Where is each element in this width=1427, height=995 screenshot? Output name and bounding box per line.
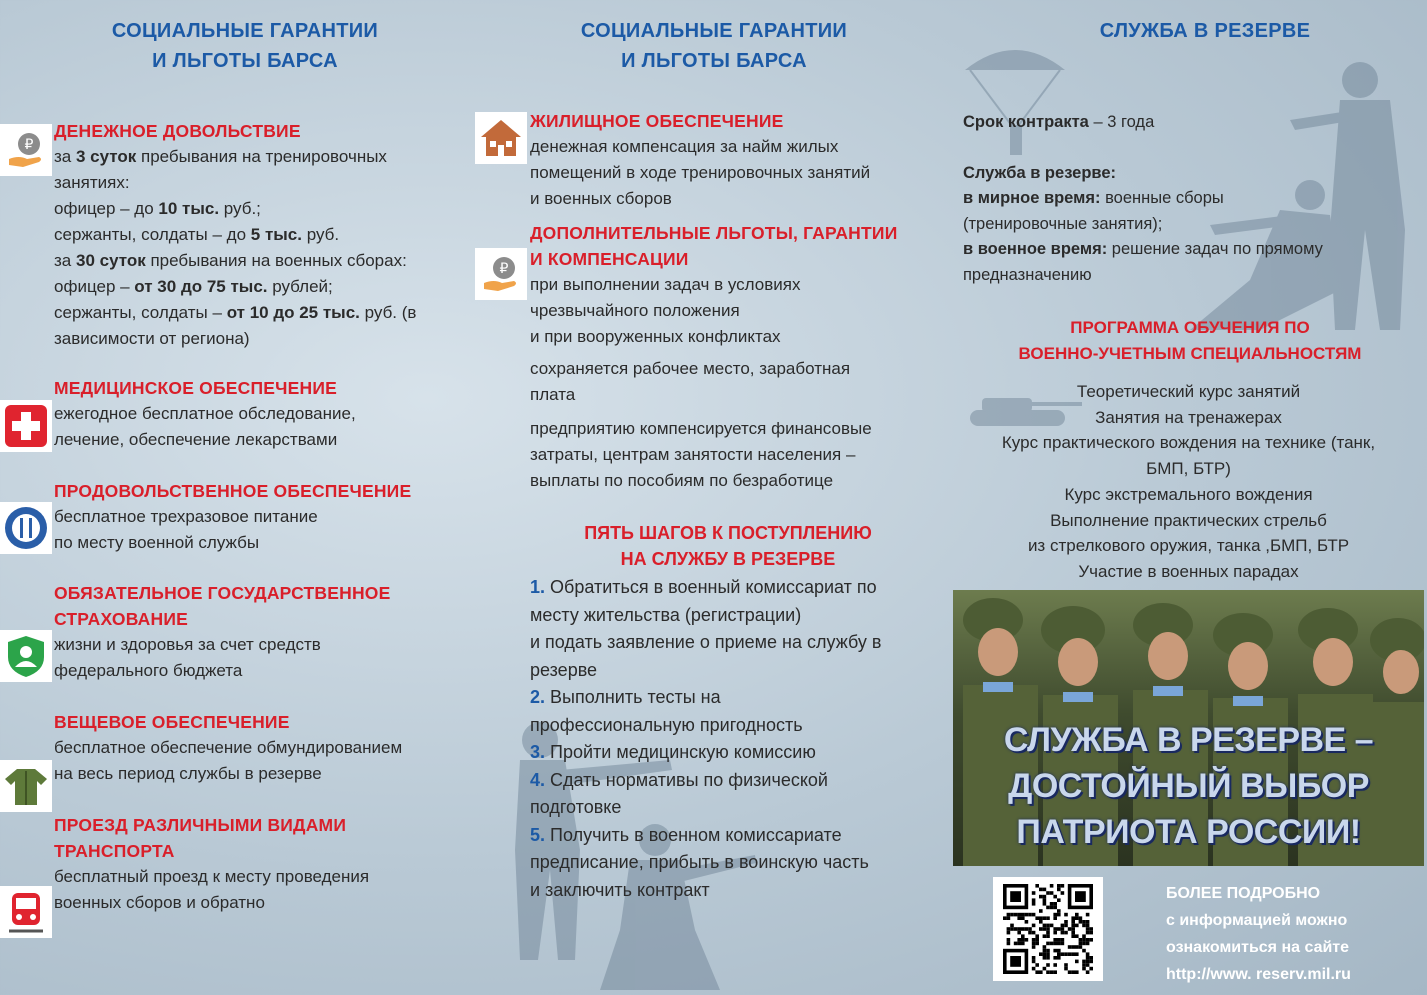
section-heading: ДЕНЕЖНОЕ ДОВОЛЬСТВИЕ bbox=[54, 121, 301, 141]
qr-code[interactable] bbox=[993, 877, 1103, 981]
column-left bbox=[0, 0, 478, 995]
qr-code-image bbox=[993, 877, 1103, 981]
step-item: 3. Пройти медицинскую комиссию bbox=[530, 742, 816, 762]
more-info-text: БОЛЕЕ ПОДРОБНО с информацией можно ознакомиться на сайте http://www. reserv.mil.ru bbox=[1166, 880, 1426, 988]
service-info: Срок контракта – 3 года Служба в резерве: в мирное время: военные сборы (тренировочные занятия); в военное время: решение задач по прямому предназначению bbox=[963, 113, 1323, 284]
steps-list bbox=[530, 574, 950, 904]
section-clothing: ВЕЩЕВОЕ ОБЕСПЕЧЕНИЕ бесплатное обеспечение обмундированием на весь период службы в резерве bbox=[54, 712, 403, 783]
uniform-jacket-icon bbox=[0, 760, 52, 812]
step-item: 1. Обратиться в военный комиссариат по месту жительства (регистрации) и подать заявление о приеме на службу в резерве bbox=[530, 577, 882, 680]
house-icon bbox=[475, 112, 527, 164]
column-middle bbox=[478, 0, 950, 995]
section-medical: МЕДИЦИНСКОЕ ОБЕСПЕЧЕНИЕ ежегодное бесплатное обследование, лечение, обеспечение лекарствами bbox=[54, 378, 356, 449]
section-housing: ЖИЛИЩНОЕ ОБЕСПЕЧЕНИЕ денежная компенсация за найм жилых помещений в ходе тренировочных занятий и военных сборов bbox=[530, 111, 871, 208]
soldiers-photo-banner bbox=[953, 590, 1424, 866]
step-item: 2. Выполнить тесты на профессиональную пригодность bbox=[530, 687, 803, 735]
section-insurance: ОБЯЗАТЕЛЬНОЕ ГОСУДАРСТВЕННОЕ СТРАХОВАНИЕ жизни и здоровья за счет средств федерального бюджета bbox=[54, 583, 391, 680]
shield-person-icon bbox=[0, 630, 52, 682]
train-icon bbox=[0, 886, 52, 938]
section-extra: ДОПОЛНИТЕЛЬНЫЕ ЛЬГОТЫ, ГАРАНТИИ И КОМПЕНСАЦИИ при выполнении задач в условиях чрезвычайного положения и при вооруженных конфликтах сохраняется рабочее место, заработная плата предприятию компенсируется финансовые затраты, центрам занятости населения – выплаты по пособиям по безработице bbox=[530, 223, 898, 490]
ruble-hand-icon bbox=[475, 248, 527, 300]
section-food: ПРОДОВОЛЬСТВЕННОЕ ОБЕСПЕЧЕНИЕ бесплатное трехразовое питание по месту военной службы bbox=[54, 481, 412, 552]
column-title: СЛУЖБА В РЕЗЕРВЕ bbox=[1099, 20, 1311, 42]
food-plate-icon bbox=[0, 502, 52, 554]
svg-text:₽: ₽ bbox=[499, 261, 509, 277]
step-item: 4. Сдать нормативы по физической подготовке bbox=[530, 769, 828, 817]
section-money: ДЕНЕЖНОЕ ДОВОЛЬСТВИЕ за 3 суток пребывания на тренировочных занятиях: офицер – до 10 тыс. руб.; сержанты, солдаты – до 5 тыс. руб. за 30 суток пребывания на военных сборах: офицер – от 30 до 75 тыс. рублей; сержанты, солдаты – от 10 до 25 тыс. руб. (в зависимости от региона) bbox=[54, 118, 474, 352]
step-item: 5. Получить в военном комиссариате предписание, прибыть в воинскую часть и заключить контракт bbox=[530, 824, 869, 900]
svg-text:₽: ₽ bbox=[24, 137, 34, 153]
medical-cross-icon bbox=[0, 400, 52, 452]
steps-title: ПЯТЬ ШАГОВ К ПОСТУПЛЕНИЮ НА СЛУЖБУ В РЕЗЕРВЕ bbox=[584, 523, 872, 569]
column-title: СОЦИАЛЬНЫЕ ГАРАНТИИ И ЛЬГОТЫ БАРСА bbox=[111, 20, 379, 72]
program-list: Теоретический курс занятий Занятия на тренажерах Курс практического вождения на технике (танк, БМП, БТР) Курс экстремального вождения Выполнение практических стрельб из стрелкового оружия, танка ,БМП, БТР Участие в военных парадах bbox=[1001, 382, 1376, 581]
slogan-line: ПАТРИОТА РОССИИ! bbox=[1016, 813, 1361, 851]
website-link[interactable]: http://www. reserv.mil.ru bbox=[1166, 966, 1351, 983]
ruble-hand-icon bbox=[0, 124, 52, 176]
section-transport: ПРОЕЗД РАЗЛИЧНЫМИ ВИДАМИ ТРАНСПОРТА бесплатный проезд к месту проведения военных сборов и обратно bbox=[54, 815, 370, 912]
column-title: СОЦИАЛЬНЫЕ ГАРАНТИИ И ЛЬГОТЫ БАРСА bbox=[580, 20, 848, 72]
slogan-line: СЛУЖБА В РЕЗЕРВЕ – bbox=[1003, 721, 1374, 759]
program-title: ПРОГРАММА ОБУЧЕНИЯ ПО ВОЕННО-УЧЕТНЫМ СПЕЦИАЛЬНОСТЯМ bbox=[1018, 318, 1362, 363]
slogan-line: ДОСТОЙНЫЙ ВЫБОР bbox=[1008, 767, 1369, 805]
